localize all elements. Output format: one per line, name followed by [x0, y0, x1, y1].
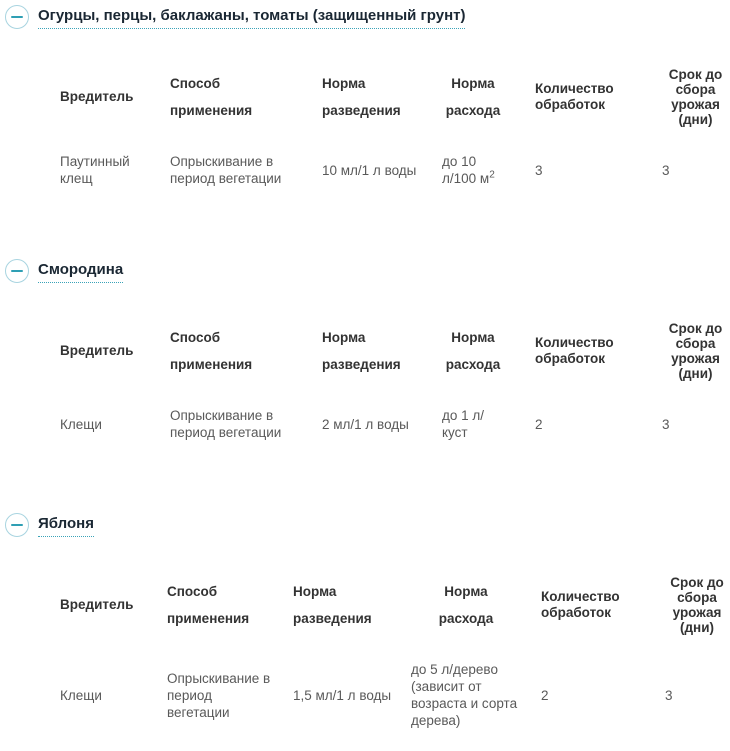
- cell-treatments: 3: [535, 162, 543, 178]
- table-row: [60, 645, 730, 745]
- cell-method: Опрыскивание в период вегетации: [170, 408, 282, 440]
- header-line: Норма: [322, 75, 366, 91]
- cell-method: Опрыскивание в период вегетации: [167, 670, 271, 720]
- section-apple-tree: [5, 513, 730, 745]
- col-header-harvest-days: Срок до сбора урожая (дни): [670, 575, 724, 635]
- minus-bar: [11, 16, 23, 18]
- header-line: применения: [170, 356, 253, 372]
- cell-harvest-days: 3: [662, 416, 670, 432]
- cell-treatments: 2: [541, 687, 549, 703]
- header-line: разведения: [322, 102, 401, 118]
- header-line: Норма: [293, 583, 337, 599]
- table-row: [60, 391, 730, 457]
- header-line: применения: [167, 610, 250, 626]
- col-header-method: [167, 565, 293, 645]
- cell-consumption: [442, 391, 535, 457]
- header-line: расхода: [445, 102, 501, 118]
- cell-harvest-days: 3: [662, 162, 670, 178]
- cell-consumption: [411, 645, 541, 745]
- col-header-treatments: Количество обработок: [535, 335, 614, 366]
- col-header-treatments: Количество обработок: [535, 81, 614, 112]
- minus-circle-icon[interactable]: [5, 5, 29, 29]
- header-line: Норма: [322, 329, 366, 345]
- col-header-dilution: [322, 57, 442, 137]
- header-row: [60, 565, 730, 645]
- col-header-dilution: [322, 311, 442, 391]
- pest-table: [60, 311, 730, 457]
- col-header-harvest-days: Срок до сбора урожая (дни): [668, 321, 723, 381]
- section-title[interactable]: Яблоня: [38, 514, 94, 537]
- section-currant: [5, 259, 730, 457]
- pest-table: [60, 565, 730, 745]
- header-line: расхода: [438, 610, 494, 626]
- cell-pest: Клещи: [60, 687, 102, 703]
- col-header-consumption: [442, 57, 535, 137]
- col-header-consumption: [442, 311, 535, 391]
- consumption-text: до 10 л/100 м: [442, 154, 490, 186]
- cell-pest: Клещи: [60, 416, 102, 432]
- cell-harvest-days: 3: [665, 687, 673, 703]
- section-header[interactable]: [5, 5, 730, 29]
- header-line: разведения: [293, 610, 372, 626]
- col-header-harvest-days: Срок до сбора урожая (дни): [668, 67, 723, 127]
- cell-treatments: 2: [535, 416, 543, 432]
- header-line: применения: [170, 102, 253, 118]
- section-title[interactable]: Огурцы, перцы, баклажаны, томаты (защищенный грунт): [38, 6, 465, 29]
- header-line: Норма: [451, 329, 495, 345]
- section-header[interactable]: [5, 513, 730, 537]
- consumption-superscript: 2: [489, 169, 495, 181]
- section-cucumbers-peppers-eggplants-tomatoes: [5, 5, 730, 203]
- cell-method: Опрыскивание в период вегетации: [170, 154, 282, 186]
- header-line: Способ: [170, 75, 221, 91]
- header-line: Способ: [170, 329, 221, 345]
- col-header-pest: Вредитель: [60, 89, 134, 104]
- header-line: разведения: [322, 356, 401, 372]
- header-line: Способ: [167, 583, 218, 599]
- col-header-treatments: Количество обработок: [541, 589, 620, 620]
- col-header-dilution: [293, 565, 411, 645]
- cell-consumption: [442, 137, 535, 203]
- minus-circle-icon[interactable]: [5, 513, 29, 537]
- cell-dilution: 1,5 мл/1 л воды: [293, 687, 392, 703]
- header-line: расхода: [445, 356, 501, 372]
- cell-dilution: 10 мл/1 л воды: [322, 162, 417, 178]
- table-row: [60, 137, 730, 203]
- col-header-method: [170, 57, 322, 137]
- cell-dilution: 2 мл/1 л воды: [322, 416, 409, 432]
- minus-circle-icon[interactable]: [5, 259, 29, 283]
- pest-table: [60, 57, 730, 203]
- header-row: [60, 57, 730, 137]
- col-header-pest: Вредитель: [60, 343, 134, 358]
- col-header-method: [170, 311, 322, 391]
- minus-bar: [11, 270, 23, 272]
- consumption-text: до 5 л/дерево (зависит от возраста и сорта дерева): [411, 662, 518, 728]
- cell-pest: Паутинный клещ: [60, 154, 130, 186]
- col-header-consumption: [411, 565, 541, 645]
- header-line: Норма: [444, 583, 488, 599]
- header-line: Норма: [451, 75, 495, 91]
- section-title[interactable]: Смородина: [38, 260, 123, 283]
- col-header-pest: Вредитель: [60, 597, 134, 612]
- section-header[interactable]: [5, 259, 730, 283]
- header-row: [60, 311, 730, 391]
- minus-bar: [11, 524, 23, 526]
- consumption-text: до 1 л/куст: [442, 408, 485, 440]
